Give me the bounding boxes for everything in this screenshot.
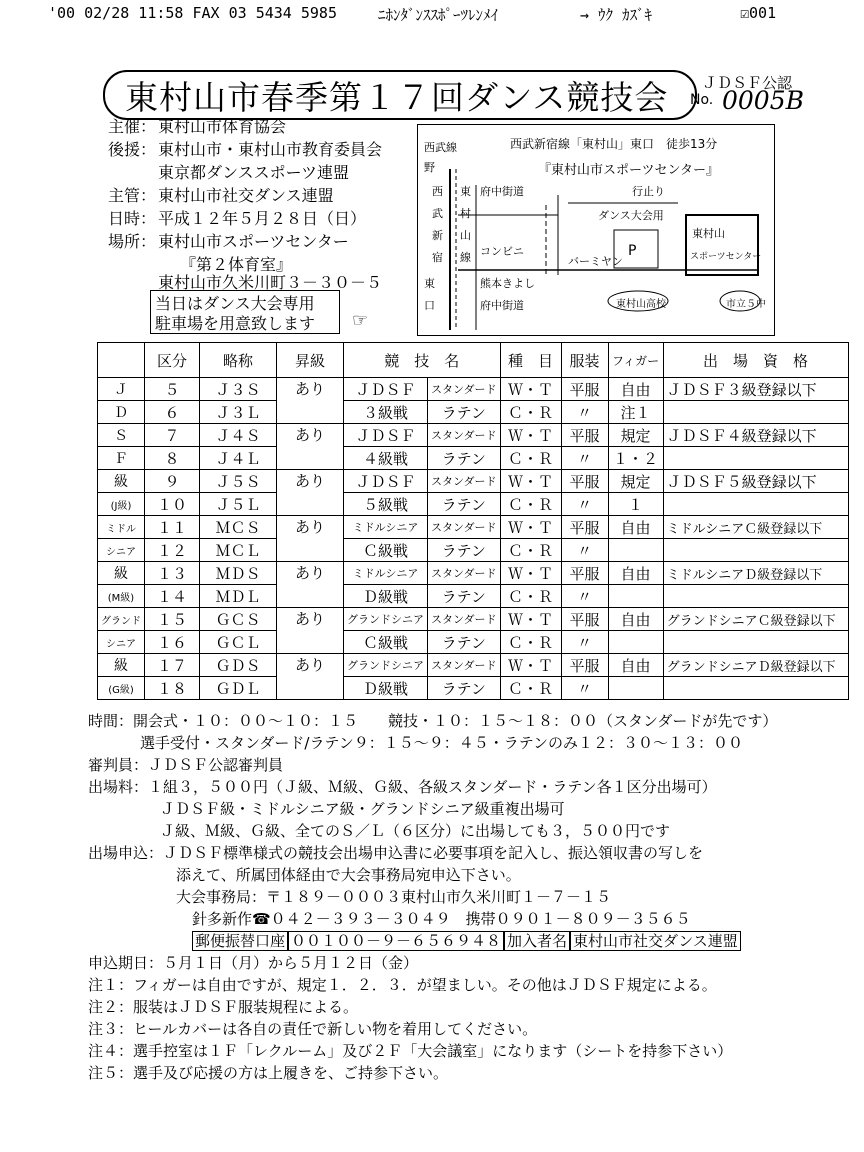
dress-cell: 平服 — [561, 470, 608, 493]
fax-datetime: '00 02/28 11:58 FAX 03 5434 5985 — [48, 4, 337, 22]
dress-cell: 平服 — [561, 516, 608, 539]
table-row — [98, 424, 849, 447]
note-1: 注１：フィガーは自由ですが、規定１．２．３．が望ましい。その他はＪＤＳＦ規定による。 — [88, 976, 717, 994]
dress-cell: 平服 — [561, 424, 608, 447]
figure-cell: １・２ — [608, 447, 663, 470]
postal-account-number: ００１００－９－６５６９４８ — [288, 931, 504, 951]
promotion-cell: あり — [277, 654, 344, 700]
dress-cell: 〃 — [561, 539, 608, 562]
info-support-label: 後援： — [108, 140, 157, 159]
map-label-kumamoto: 熊本きよし — [480, 277, 535, 290]
group-label: ミドル — [98, 516, 145, 539]
map-label-7: 宿 — [432, 251, 443, 264]
info-venue: 東村山市スポーツセンター — [158, 232, 349, 251]
map-header: 西武新宿線「東村山」東口 徒歩13分 — [510, 137, 718, 151]
figure-cell — [608, 631, 663, 654]
event-name-cell: Ｃ級戦 — [344, 539, 428, 562]
event-name-cell: ４級戦 — [344, 447, 428, 470]
qualification-cell: ミドルシニアＣ級登録以下 — [663, 516, 848, 539]
map-label-1: 西 — [432, 185, 443, 198]
group-label: (M級) — [98, 585, 145, 608]
approval-number: 0005B — [722, 86, 804, 115]
info-support-1: 東村山市・東村山市教育委員会 — [158, 140, 383, 159]
code-cell: Ｊ３Ｓ — [200, 378, 277, 401]
division-cell: １２ — [145, 539, 200, 562]
map-label-8: 線 — [460, 251, 471, 264]
table-row — [98, 470, 849, 493]
qualification-cell: ＪＤＳＦ４級登録以下 — [663, 424, 848, 447]
group-label: シニア — [98, 539, 145, 562]
parking-note-1: 当日はダンス大会専用 — [155, 294, 315, 313]
map-label-venue-2: スポーツセンター — [690, 252, 762, 262]
table-row — [98, 516, 849, 539]
figure-cell: 自由 — [608, 562, 663, 585]
map-label-2: 東 — [460, 185, 471, 198]
table-row — [98, 654, 849, 677]
qualification-cell — [663, 631, 848, 654]
promotion-cell: あり — [277, 470, 344, 516]
account-holder-name: 東村山市社交ダンス連盟 — [570, 931, 741, 951]
dress-cell: 〃 — [561, 493, 608, 516]
qualification-cell: ミドルシニアＤ級登録以下 — [663, 562, 848, 585]
code-cell: ＭＣＬ — [200, 539, 277, 562]
note-4: 注４：選手控室は１Ｆ「レクルーム」及び２Ｆ「大会議室」になります（シートを持参下さい） — [88, 1042, 733, 1060]
pointing-hand-icon: ☞ — [352, 310, 369, 331]
promotion-cell: あり — [277, 562, 344, 608]
event-name-cell: グランドシニア — [344, 608, 428, 631]
division-cell: ５ — [145, 378, 200, 401]
table-row — [98, 608, 849, 631]
style-cell: ラテン — [428, 447, 501, 470]
map-label-high-school: 東村山高校 — [616, 299, 666, 310]
map-label-23: 口 — [424, 299, 435, 312]
division-cell: ７ — [145, 424, 200, 447]
table-row — [98, 378, 849, 401]
table-row — [98, 677, 849, 700]
style-cell: スタンダード — [428, 516, 501, 539]
division-cell: ８ — [145, 447, 200, 470]
division-cell: １６ — [145, 631, 200, 654]
dances-cell: Ｃ・Ｒ — [500, 401, 561, 424]
style-cell: ラテン — [428, 677, 501, 700]
code-cell: ＭＤＬ — [200, 585, 277, 608]
group-label: Ｄ — [98, 401, 145, 424]
group-label: シニア — [98, 631, 145, 654]
note-5: 注５：選手及び応援の方は上履きを、ご持参下さい。 — [88, 1064, 449, 1082]
style-cell: ラテン — [428, 493, 501, 516]
approval-number-label: No. — [690, 92, 714, 108]
division-cell: １０ — [145, 493, 200, 516]
time-line-2: 選手受付・スタンダード/ラテン９：１５～９：４５・ラテンのみ１２：３０～１３：００ — [140, 734, 743, 752]
info-manager: 東村山市社交ダンス連盟 — [158, 186, 334, 205]
event-name-cell: ＪＤＳＦ — [344, 378, 428, 401]
table-row — [98, 631, 849, 654]
event-name-cell: ＪＤＳＦ — [344, 470, 428, 493]
map-label-venue-1: 東村山 — [692, 227, 725, 240]
map-label-6: 山 — [460, 229, 471, 242]
division-cell: ９ — [145, 470, 200, 493]
promotion-cell: あり — [277, 608, 344, 654]
office-line: 大会事務局：〒１８９－０００３東村山市久米川町１－７－１５ — [176, 888, 612, 906]
dances-cell: Ｃ・Ｒ — [500, 539, 561, 562]
info-venue-address: 東村山市久米川町３－３０－５ — [158, 273, 383, 292]
qualification-cell — [663, 585, 848, 608]
fee-line-3: Ｊ級、Ｍ級、Ｇ級、全てのＳ／Ｌ（６区分）に出場しても３，５００円です — [160, 822, 671, 840]
style-cell: スタンダード — [428, 470, 501, 493]
qualification-cell: グランドシニアＣ級登録以下 — [663, 608, 848, 631]
table-row — [98, 585, 849, 608]
figure-cell: 規定 — [608, 424, 663, 447]
dances-cell: Ｃ・Ｒ — [500, 631, 561, 654]
dances-cell: Ｗ・Ｔ — [500, 562, 561, 585]
map-label-22: 東 — [424, 277, 435, 290]
header-dress: 服装 — [561, 343, 608, 378]
header-dances: 種 目 — [500, 343, 561, 378]
map-parking-icon: P — [628, 243, 637, 259]
code-cell: Ｊ４Ｓ — [200, 424, 277, 447]
division-cell: １７ — [145, 654, 200, 677]
parking-note-2: 駐車場を用意致します — [155, 314, 316, 333]
venue-map — [417, 124, 775, 336]
figure-cell — [608, 585, 663, 608]
fee-line-1: 出場料：１組３，５００円（Ｊ級、Ｍ級、Ｇ級、各級スタンダード・ラテン各１区分出場可） — [88, 778, 717, 796]
style-cell: スタンダード — [428, 562, 501, 585]
code-cell: ＧＣＬ — [200, 631, 277, 654]
style-cell: スタンダード — [428, 424, 501, 447]
dances-cell: Ｗ・Ｔ — [500, 654, 561, 677]
header-figure: フィガー — [608, 343, 663, 378]
figure-cell — [608, 539, 663, 562]
figure-cell: 自由 — [608, 516, 663, 539]
style-cell: スタンダード — [428, 378, 501, 401]
header-event-name: 競 技 名 — [344, 343, 501, 378]
header-qualification: 出 場 資 格 — [663, 343, 848, 378]
group-label: グランド — [98, 608, 145, 631]
dress-cell: 〃 — [561, 631, 608, 654]
group-label: 級 — [98, 654, 145, 677]
approval-label: ＪＤＳＦ公認 — [702, 74, 793, 92]
event-name-cell: ３級戦 — [344, 401, 428, 424]
figure-cell: 注１ — [608, 401, 663, 424]
apply-line-2: 添えて、所属団体経由で大会事務局宛申込下さい。 — [176, 866, 521, 884]
division-cell: ６ — [145, 401, 200, 424]
figure-cell — [608, 677, 663, 700]
style-cell: ラテン — [428, 539, 501, 562]
code-cell: Ｊ５Ｌ — [200, 493, 277, 516]
dress-cell: 平服 — [561, 378, 608, 401]
group-label: 級 — [98, 562, 145, 585]
code-cell: ＧＤＳ — [200, 654, 277, 677]
promotion-cell: あり — [277, 424, 344, 470]
header-division: 区分 — [145, 343, 200, 378]
page-title: 東村山市春季第１７回ダンス競技会 — [125, 78, 669, 117]
code-cell: ＧＤＬ — [200, 677, 277, 700]
table-row — [98, 493, 849, 516]
table-row — [98, 447, 849, 470]
figure-cell: 規定 — [608, 470, 663, 493]
qualification-cell: ＪＤＳＦ３級登録以下 — [663, 378, 848, 401]
qualification-cell — [663, 493, 848, 516]
dances-cell: Ｗ・Ｔ — [500, 608, 561, 631]
event-name-cell: Ｃ級戦 — [344, 631, 428, 654]
group-label: Ｊ — [98, 378, 145, 401]
division-cell: １８ — [145, 677, 200, 700]
dress-cell: 平服 — [561, 608, 608, 631]
map-label-bamiyan: バーミヤン — [568, 255, 623, 268]
promotion-cell: あり — [277, 516, 344, 562]
event-name-cell: ５級戦 — [344, 493, 428, 516]
dances-cell: Ｃ・Ｒ — [500, 447, 561, 470]
map-label-dance-parking: ダンス大会用 — [598, 209, 664, 222]
dances-cell: Ｃ・Ｒ — [500, 585, 561, 608]
dress-cell: 〃 — [561, 677, 608, 700]
apply-line-1: 出場申込：ＪＤＳＦ標準様式の競技会出場申込書に必要事項を記入し、振込領収書の写しを — [88, 844, 704, 862]
qualification-cell — [663, 401, 848, 424]
style-cell: スタンダード — [428, 654, 501, 677]
postal-account-line — [192, 930, 741, 951]
info-date-label: 日時： — [108, 209, 157, 228]
dances-cell: Ｗ・Ｔ — [500, 378, 561, 401]
dress-cell: 平服 — [561, 562, 608, 585]
account-holder-label: 加入者名 — [504, 931, 570, 951]
postal-account-label: 郵便振替口座 — [192, 931, 288, 951]
time-line-1: 時間：開会式・１０：００～１０：１５ 競技・１０：１５～１８：００（スタンダードが先です） — [88, 712, 778, 730]
code-cell: ＭＣＳ — [200, 516, 277, 539]
info-venue-room: 『第２体育室』 — [180, 255, 293, 274]
style-cell: スタンダード — [428, 608, 501, 631]
info-support-2: 東京都ダンススポーツ連盟 — [158, 163, 350, 182]
dances-cell: Ｃ・Ｒ — [500, 677, 561, 700]
division-cell: １４ — [145, 585, 200, 608]
event-name-cell: Ｄ級戦 — [344, 677, 428, 700]
map-label-4: 村 — [460, 207, 471, 220]
division-cell: １３ — [145, 562, 200, 585]
header-promotion: 昇級 — [277, 343, 344, 378]
qualification-cell — [663, 447, 848, 470]
contact-line: 針多新作☎０４２－３９３－３０４９ 携帯０９０１－８０９－３５６５ — [192, 910, 691, 928]
note-2: 注２：服装はＪＤＳＦ服装規程による。 — [88, 998, 359, 1016]
event-name-cell: ＪＤＳＦ — [344, 424, 428, 447]
code-cell: ＧＣＳ — [200, 608, 277, 631]
fax-receiver: → ｳｸ ｶｽﾞｷ — [580, 6, 653, 24]
fax-page: ☑001 — [740, 4, 777, 22]
group-label: Ｆ — [98, 447, 145, 470]
group-label: (G級) — [98, 677, 145, 700]
deadline-line: 申込期日：５月１日（月）から５月１２日（金） — [88, 954, 419, 972]
dances-cell: Ｗ・Ｔ — [500, 424, 561, 447]
dress-cell: 〃 — [561, 401, 608, 424]
map-label-dead-end: 行止り — [632, 185, 665, 198]
map-label-fuchu-road: 府中街道 — [480, 185, 524, 198]
style-cell: ラテン — [428, 631, 501, 654]
map-label-convenience: コンビニ — [480, 245, 524, 258]
event-name-cell: ミドルシニア — [344, 516, 428, 539]
map-label-5: 新 — [432, 229, 443, 242]
info-manager-label: 主管： — [108, 186, 157, 205]
dress-cell: 平服 — [561, 654, 608, 677]
info-host-label: 主催： — [108, 117, 157, 136]
dress-cell: 〃 — [561, 447, 608, 470]
code-cell: Ｊ３Ｌ — [200, 401, 277, 424]
header-group — [98, 343, 145, 378]
group-label: Ｓ — [98, 424, 145, 447]
info-venue-label: 場所： — [108, 232, 157, 251]
fax-sender: ﾆﾎﾝﾀﾞﾝｽｽﾎﾟｰﾂﾚﾝﾒｲ — [378, 6, 499, 24]
qualification-cell — [663, 539, 848, 562]
style-cell: ラテン — [428, 401, 501, 424]
dances-cell: Ｗ・Ｔ — [500, 516, 561, 539]
dress-cell: 〃 — [561, 585, 608, 608]
table-row — [98, 562, 849, 585]
info-date: 平成１２年５月２８日（日） — [158, 209, 367, 228]
code-cell: Ｊ４Ｌ — [200, 447, 277, 470]
dances-cell: Ｃ・Ｒ — [500, 493, 561, 516]
style-cell: ラテン — [428, 585, 501, 608]
division-cell: １１ — [145, 516, 200, 539]
code-cell: ＭＤＳ — [200, 562, 277, 585]
qualification-cell: グランドシニアＤ級登録以下 — [663, 654, 848, 677]
group-label: (J級) — [98, 493, 145, 516]
figure-cell: １ — [608, 493, 663, 516]
map-label-junior-high: 市立５中 — [726, 299, 766, 310]
header-code: 略称 — [200, 343, 277, 378]
table-row — [98, 539, 849, 562]
qualification-cell — [663, 677, 848, 700]
judges-line: 審判員：ＪＤＳＦ公認審判員 — [88, 756, 284, 774]
note-3: 注３：ヒールカバーは各自の責任で新しい物を着用してください。 — [88, 1020, 538, 1038]
event-name-cell: Ｄ級戦 — [344, 585, 428, 608]
figure-cell: 自由 — [608, 378, 663, 401]
code-cell: Ｊ５Ｓ — [200, 470, 277, 493]
figure-cell: 自由 — [608, 608, 663, 631]
map-label-21: 野 — [424, 161, 435, 174]
map-venue-title: 『東村山市スポーツセンター』 — [538, 163, 719, 178]
figure-cell: 自由 — [608, 654, 663, 677]
table-row — [98, 401, 849, 424]
fee-line-2: ＪＤＳＦ級・ミドルシニア級・グランドシニア級重複出場可 — [160, 800, 565, 818]
map-label-fuchu-road-2: 府中街道 — [480, 299, 524, 312]
promotion-cell: あり — [277, 378, 344, 424]
table-header-row — [98, 343, 849, 378]
map-label-3: 武 — [432, 207, 443, 220]
competition-table — [97, 342, 849, 700]
qualification-cell: ＪＤＳＦ５級登録以下 — [663, 470, 848, 493]
dances-cell: Ｗ・Ｔ — [500, 470, 561, 493]
event-name-cell: グランドシニア — [344, 654, 428, 677]
info-host: 東村山市体育協会 — [158, 117, 287, 136]
map-label-seibu-line: 西武線 — [424, 141, 457, 154]
group-label: 級 — [98, 470, 145, 493]
event-name-cell: ミドルシニア — [344, 562, 428, 585]
division-cell: １５ — [145, 608, 200, 631]
